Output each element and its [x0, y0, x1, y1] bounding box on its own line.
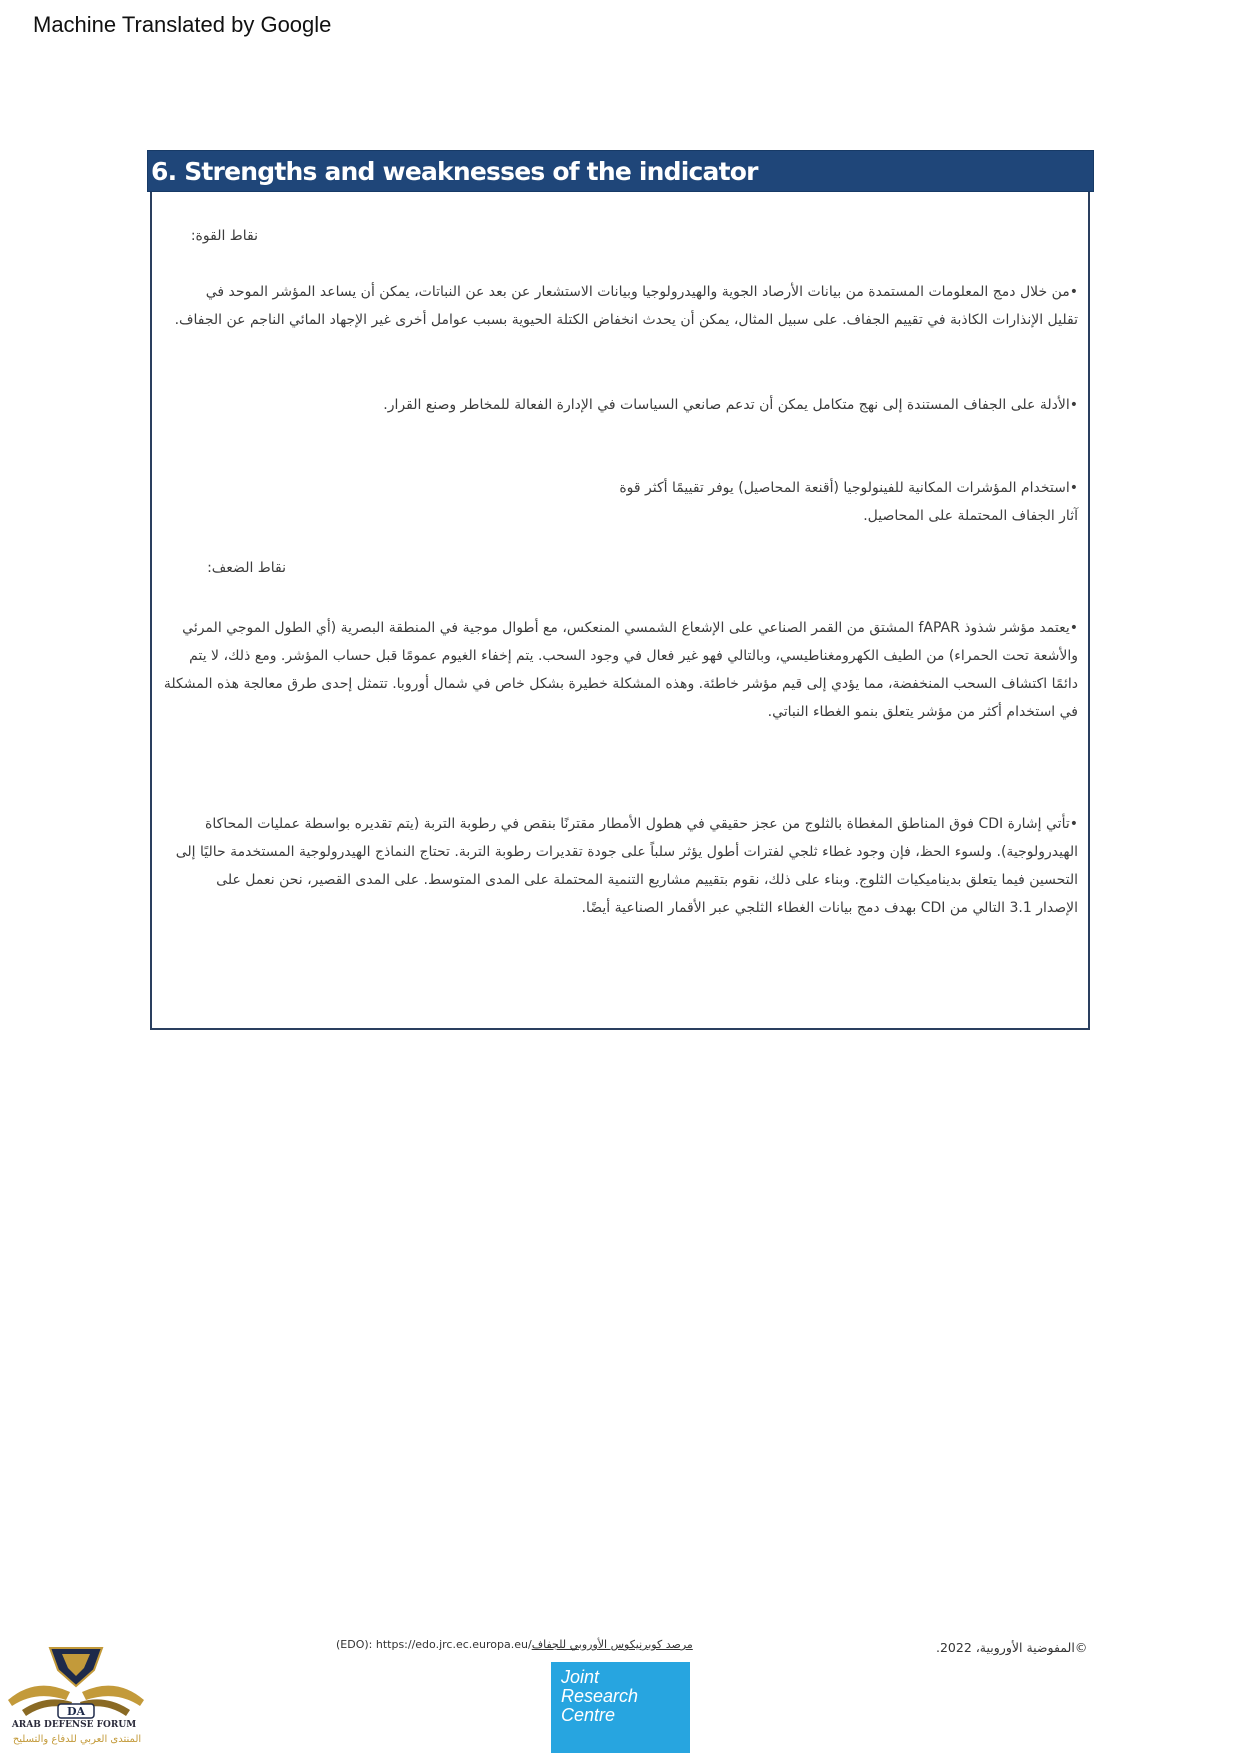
- strength-3-line-1: • استخدام المؤشرات المكانية للفينولوجيا (أقنعة المحاصيل) يوفر تقييمًا أكثر قوة: [619, 474, 1078, 502]
- footer-edo-link[interactable]: [336, 1638, 693, 1651]
- strength-2-line-1: • الأدلة على الجفاف المستندة إلى نهج متكامل يمكن أن تدعم صانعي السياسات في الإدارة الفعالة للمخاطر وصنع القرار.: [383, 391, 1078, 419]
- strengths-heading: نقاط القوة:: [190, 228, 258, 244]
- strength-item-1: [175, 278, 1078, 334]
- weakness-2-line-4: الإصدار 3.1 التالي من CDI بهدف دمج بيانات الغطاء الثلجي عبر الأقمار الصناعية أيضًا.: [581, 900, 1078, 916]
- watermark-name-en: ARAB DEFENSE FORUM: [11, 1720, 137, 1730]
- footer-link-arabic[interactable]: مرصد كوبرنيكوس الأوروبي للجفاف: [531, 1638, 693, 1651]
- weakness-2-line-2: الهيدرولوجية). ولسوء الحظ، فإن وجود غطاء ثلجي لفترات أطول يؤثر سلباً على جودة تقديرات رطوبة التربة. تحتاج النماذج الهيدرولوجية المستخدمة حاليًا إلى: [175, 844, 1078, 860]
- weakness-1-line-2: والأشعة تحت الحمراء) من الطيف الكهرومغناطيسي، وبالتالي فهو غير فعال في وجود السحب. يتم إخفاء الغيوم عمومًا قبل حساب المؤشر. ومع ذلك، لا يتم: [189, 648, 1078, 664]
- weakness-2-line-3: التحسين فيما يتعلق بديناميكيات الثلوج. وبناء على ذلك، نقوم بتقييم مشاريع التنمية المحتملة على المدى المتوسط. على المدى القصير، نحن نعمل على: [216, 872, 1078, 888]
- weakness-1-line-3: دائمًا اكتشاف السحب المنخفضة، مما يؤدي إلى قيم مؤشر خاطئة. وهذه المشكلة خطيرة بشكل خاص في شمال أوروبا. تتمثل إحدى طرق معالجة هذه المشكلة: [163, 676, 1078, 692]
- watermark-name-ar: المنتدى العربي للدفاع والتسليح: [12, 1734, 142, 1745]
- weakness-2-line-1: • تأتي إشارة CDI فوق المناطق المغطاة بالثلوج من عجز حقيقي في هطول الأمطار مقترنًا بنقص في رطوبة التربة (يتم تقديره بواسطة عمليات المحاكاة: [176, 810, 1078, 838]
- weakness-1-line-4: في استخدام أكثر من مؤشر يتعلق بنمو الغطاء النباتي.: [767, 704, 1078, 720]
- weaknesses-heading: نقاط الضعف:: [207, 560, 286, 576]
- strength-item-3: [619, 474, 1078, 530]
- footer-copyright: ©المفوضية الأوروبية، 2022.: [936, 1640, 1088, 1655]
- section-title: 6. Strengths and weaknesses of the indicator: [151, 157, 758, 186]
- strength-item-2: [383, 391, 1078, 419]
- strength-3-line-2: آثار الجفاف المحتملة على المحاصيل.: [863, 508, 1078, 524]
- jrc-logo: [551, 1662, 690, 1753]
- footer-link-url[interactable]: (EDO): https://edo.jrc.ec.europa.eu/: [336, 1638, 532, 1651]
- weakness-item-1: [164, 614, 1078, 726]
- strength-1-line-2: تقليل الإنذارات الكاذبة في تقييم الجفاف. على سبيل المثال، يمكن أن يحدث انخفاض الكتلة الحيوية بسبب عوامل أخرى غير الإجهاد المائي الناجم عن الجفاف.: [174, 312, 1078, 328]
- section-header: [147, 150, 1094, 192]
- weakness-item-2: [176, 810, 1078, 922]
- weakness-1-line-1: • يعتمد مؤشر شذوذ fAPAR المشتق من القمر الصناعي على الإشعاع الشمسي المنعكس، مع أطوال موجية في المنطقة البصرية (أي الطول الموجي المرئي: [164, 614, 1078, 642]
- jrc-logo-text: Joint Research Centre: [561, 1667, 639, 1725]
- machine-translation-banner: Machine Translated by Google: [33, 12, 332, 37]
- logo-badge-text: DA: [66, 1705, 86, 1718]
- strength-1-line-1: • من خلال دمج المعلومات المستمدة من بيانات الأرصاد الجوية والهيدرولوجيا وبيانات الاستشعار عن بعد عن النباتات، يمكن أن يساعد المؤشر الموحد في: [175, 278, 1078, 306]
